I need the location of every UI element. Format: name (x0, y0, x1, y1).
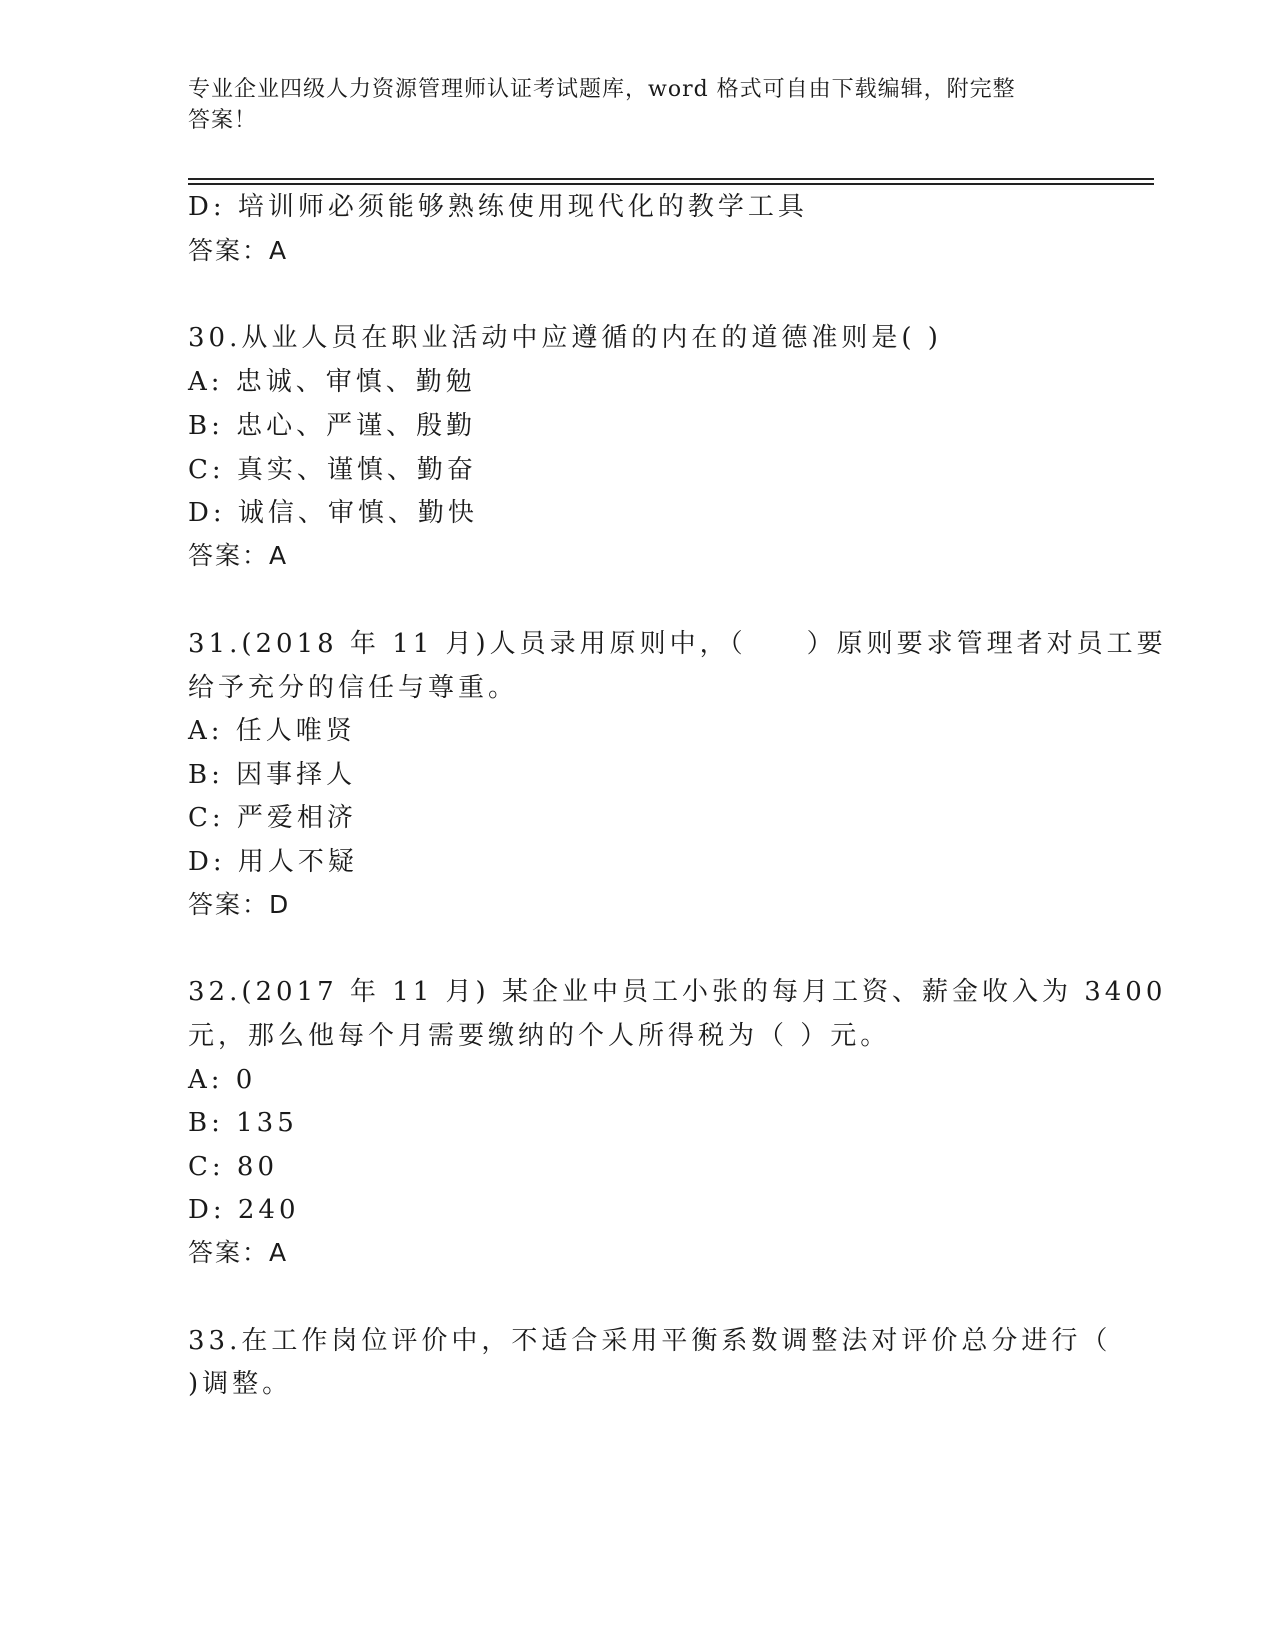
header-title-line-1: 专业企业四级人力资源管理师认证考试题库，word 格式可自由下载编辑，附完整 (188, 77, 1016, 102)
q32-stem-line-2: 元，那么他每个月需要缴纳的个人所得税为（ ）元。 (188, 1021, 891, 1051)
q30-option-b: B: 忠心、严谨、殷勤 (188, 411, 477, 441)
q30-option-d: D: 诚信、审慎、勤快 (188, 498, 478, 528)
q31-option-c: C: 严爱相济 (188, 803, 357, 833)
q30-answer: 答案：A (188, 541, 289, 570)
q31-option-b: B: 因事择人 (188, 760, 357, 790)
q32-option-c: C: 80 (188, 1152, 279, 1182)
q31-answer: 答案：D (188, 890, 291, 919)
q31-stem-line-2: 给予充分的信任与尊重。 (188, 673, 519, 703)
q29-answer: 答案：A (188, 236, 289, 265)
q32-option-d: D: 240 (188, 1195, 300, 1225)
q33-stem-line-2: )调整。 (188, 1369, 293, 1399)
header-divider-top (188, 178, 1154, 180)
q32-answer: 答案：A (188, 1238, 289, 1267)
document-header (188, 74, 1068, 136)
q30-option-c: C: 真实、谨慎、勤奋 (188, 455, 477, 485)
q30-stem: 30.从业人员在职业活动中应遵循的内在的道德准则是( ) (188, 323, 942, 353)
q33-stem-line-1: 33.在工作岗位评价中，不适合采用平衡系数调整法对评价总分进行（ (188, 1326, 1112, 1356)
q32-option-a: A: 0 (188, 1065, 257, 1095)
q32-option-b: B: 135 (188, 1108, 298, 1138)
q32-stem-line-1: 32.(2017 年 11 月) 某企业中员工小张的每月工资、薪金收入为 3400 (188, 977, 1167, 1007)
q31-stem-line-1: 31.(2018 年 11 月)人员录用原则中，（ ）原则要求管理者对员工要 (188, 629, 1167, 659)
q30-option-a: A: 忠诚、审慎、勤勉 (188, 367, 476, 397)
header-title-line-2: 答案！ (188, 108, 258, 133)
q29-option-d: D: 培训师必须能够熟练使用现代化的教学工具 (188, 192, 808, 222)
q31-option-a: A: 任人唯贤 (188, 716, 356, 746)
header-divider-bottom (188, 183, 1154, 185)
q31-option-d: D: 用人不疑 (188, 847, 358, 877)
